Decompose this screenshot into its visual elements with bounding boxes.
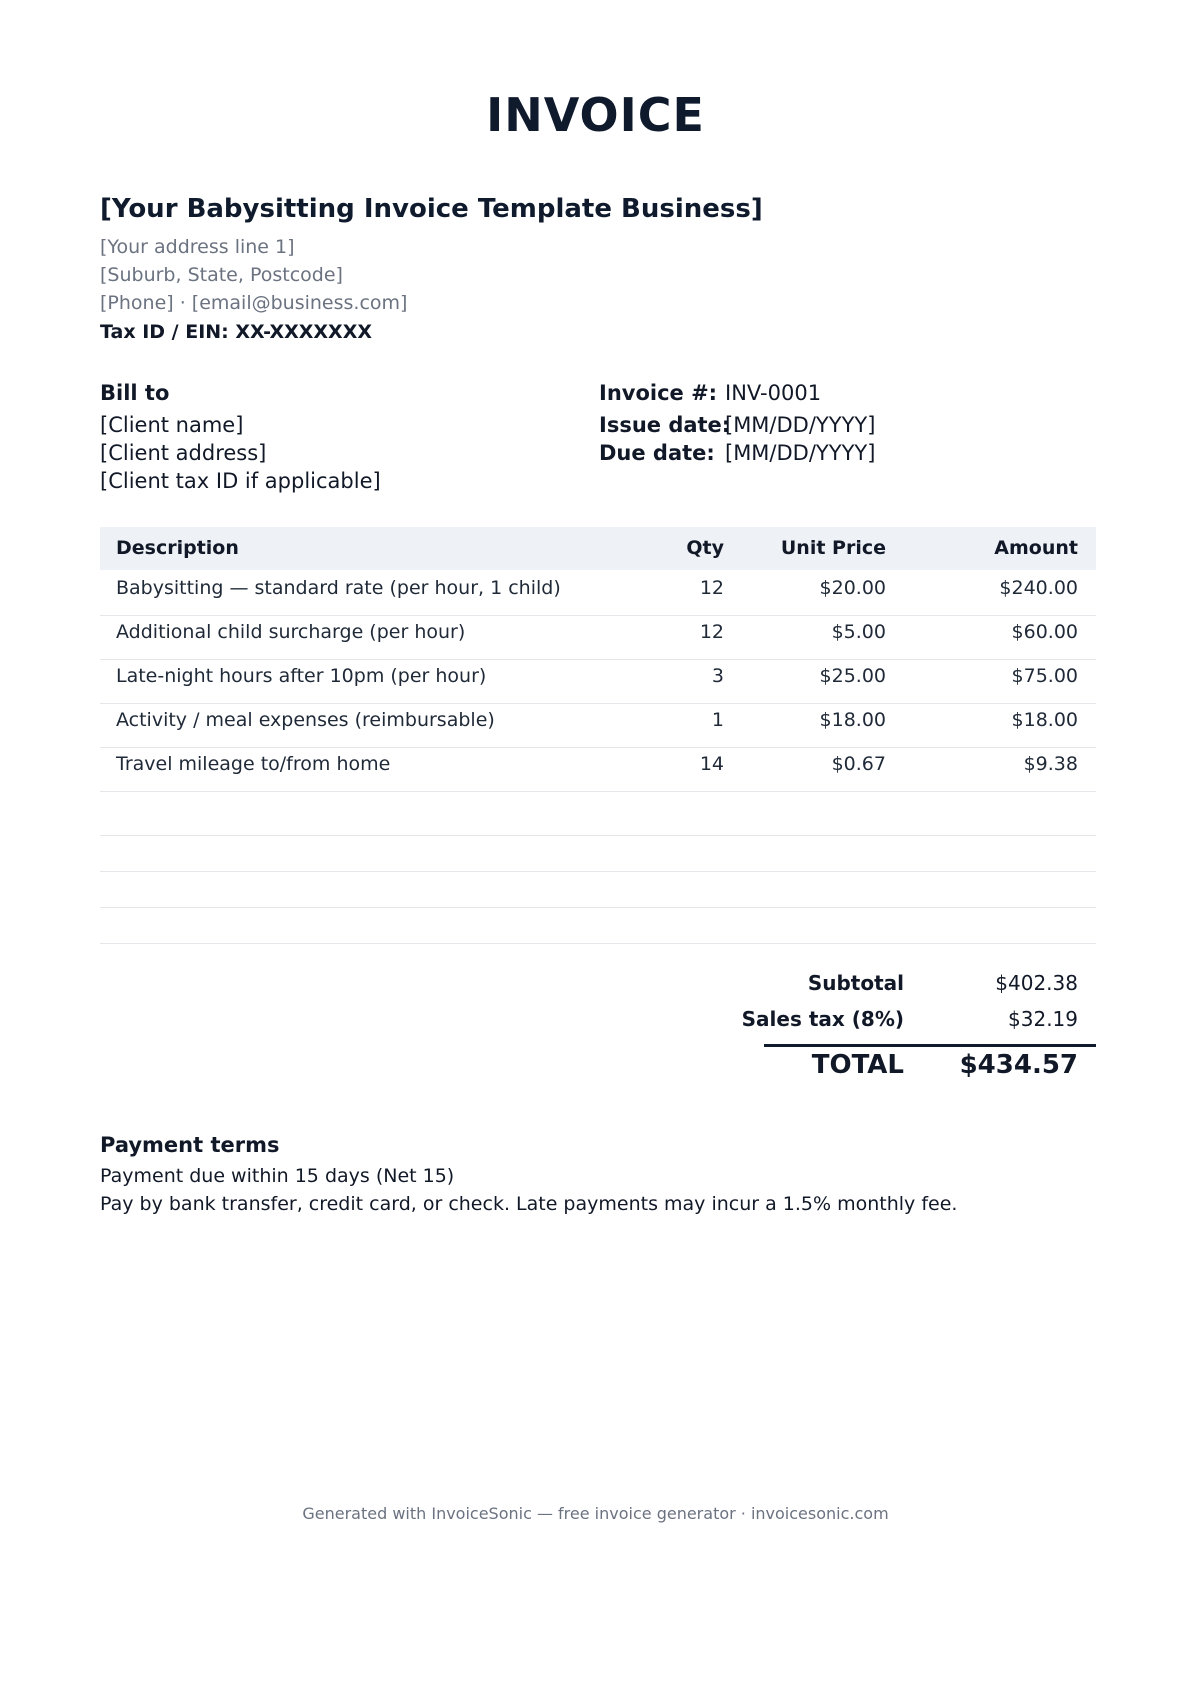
table-row-qty: 3 <box>711 665 724 687</box>
row-divider <box>100 835 1096 836</box>
payment-terms-heading: Payment terms <box>100 1133 280 1157</box>
sales-tax-label: Sales tax (8%) <box>741 1007 904 1031</box>
business-tax-id: Tax ID / EIN: XX-XXXXXXX <box>100 321 373 343</box>
table-row-description: Late-night hours after 10pm (per hour) <box>116 665 487 687</box>
invoice-title: INVOICE <box>486 88 705 142</box>
total-label: TOTAL <box>811 1050 904 1080</box>
subtotal-label: Subtotal <box>807 971 904 995</box>
table-row-description: Additional child surcharge (per hour) <box>116 621 466 643</box>
subtotal-value: $402.38 <box>995 971 1078 995</box>
table-row-qty: 1 <box>711 709 724 731</box>
table-row-unit-price: $18.00 <box>819 709 886 731</box>
table-row-amount: $60.00 <box>1011 621 1078 643</box>
business-address-line2: [Suburb, State, Postcode] <box>100 264 343 286</box>
table-row-amount: $75.00 <box>1011 665 1078 687</box>
business-name: [Your Babysitting Invoice Template Business] <box>100 194 763 224</box>
due-date-label: Due date: <box>599 441 715 465</box>
table-row-qty: 12 <box>699 621 724 643</box>
payment-terms-line1: Payment due within 15 days (Net 15) <box>100 1165 455 1187</box>
invoice-number-label: Invoice #: <box>599 381 718 405</box>
table-row-amount: $18.00 <box>1011 709 1078 731</box>
sales-tax-value: $32.19 <box>1008 1007 1078 1031</box>
table-row-unit-price: $25.00 <box>819 665 886 687</box>
table-row-amount: $9.38 <box>1023 753 1078 775</box>
business-contact: [Phone] · [email@business.com] <box>100 292 408 314</box>
header-amount: Amount <box>994 537 1078 559</box>
row-divider <box>100 791 1096 792</box>
table-row-qty: 12 <box>699 577 724 599</box>
footer-text: Generated with InvoiceSonic — free invoice generator · invoicesonic.com <box>302 1504 889 1523</box>
header-qty: Qty <box>686 537 724 559</box>
table-row-qty: 14 <box>699 753 724 775</box>
issue-date-label: Issue date: <box>599 413 731 437</box>
row-divider <box>100 615 1096 616</box>
total-rule <box>764 1044 1096 1047</box>
table-row-unit-price: $0.67 <box>831 753 886 775</box>
row-divider <box>100 943 1096 944</box>
due-date-value: [MM/DD/YYYY] <box>725 441 876 465</box>
invoice-number-value: INV-0001 <box>725 381 822 405</box>
table-row-description: Travel mileage to/from home <box>116 753 391 775</box>
row-divider <box>100 871 1096 872</box>
total-value: $434.57 <box>959 1050 1078 1080</box>
client-name: [Client name] <box>100 413 244 437</box>
client-tax-id: [Client tax ID if applicable] <box>100 469 381 493</box>
header-unit-price: Unit Price <box>780 537 886 559</box>
table-row-description: Activity / meal expenses (reimbursable) <box>116 709 495 731</box>
row-divider <box>100 747 1096 748</box>
row-divider <box>100 907 1096 908</box>
table-row-description: Babysitting — standard rate (per hour, 1 child) <box>116 577 561 599</box>
business-address-line1: [Your address line 1] <box>100 236 295 258</box>
table-row-unit-price: $20.00 <box>819 577 886 599</box>
issue-date-value: [MM/DD/YYYY] <box>725 413 876 437</box>
table-row-amount: $240.00 <box>999 577 1078 599</box>
bill-to-heading: Bill to <box>100 381 170 405</box>
header-description: Description <box>116 537 239 559</box>
table-row-unit-price: $5.00 <box>831 621 886 643</box>
row-divider <box>100 703 1096 704</box>
client-address: [Client address] <box>100 441 267 465</box>
payment-terms-line2: Pay by bank transfer, credit card, or check. Late payments may incur a 1.5% monthly fee. <box>100 1193 958 1215</box>
row-divider <box>100 659 1096 660</box>
